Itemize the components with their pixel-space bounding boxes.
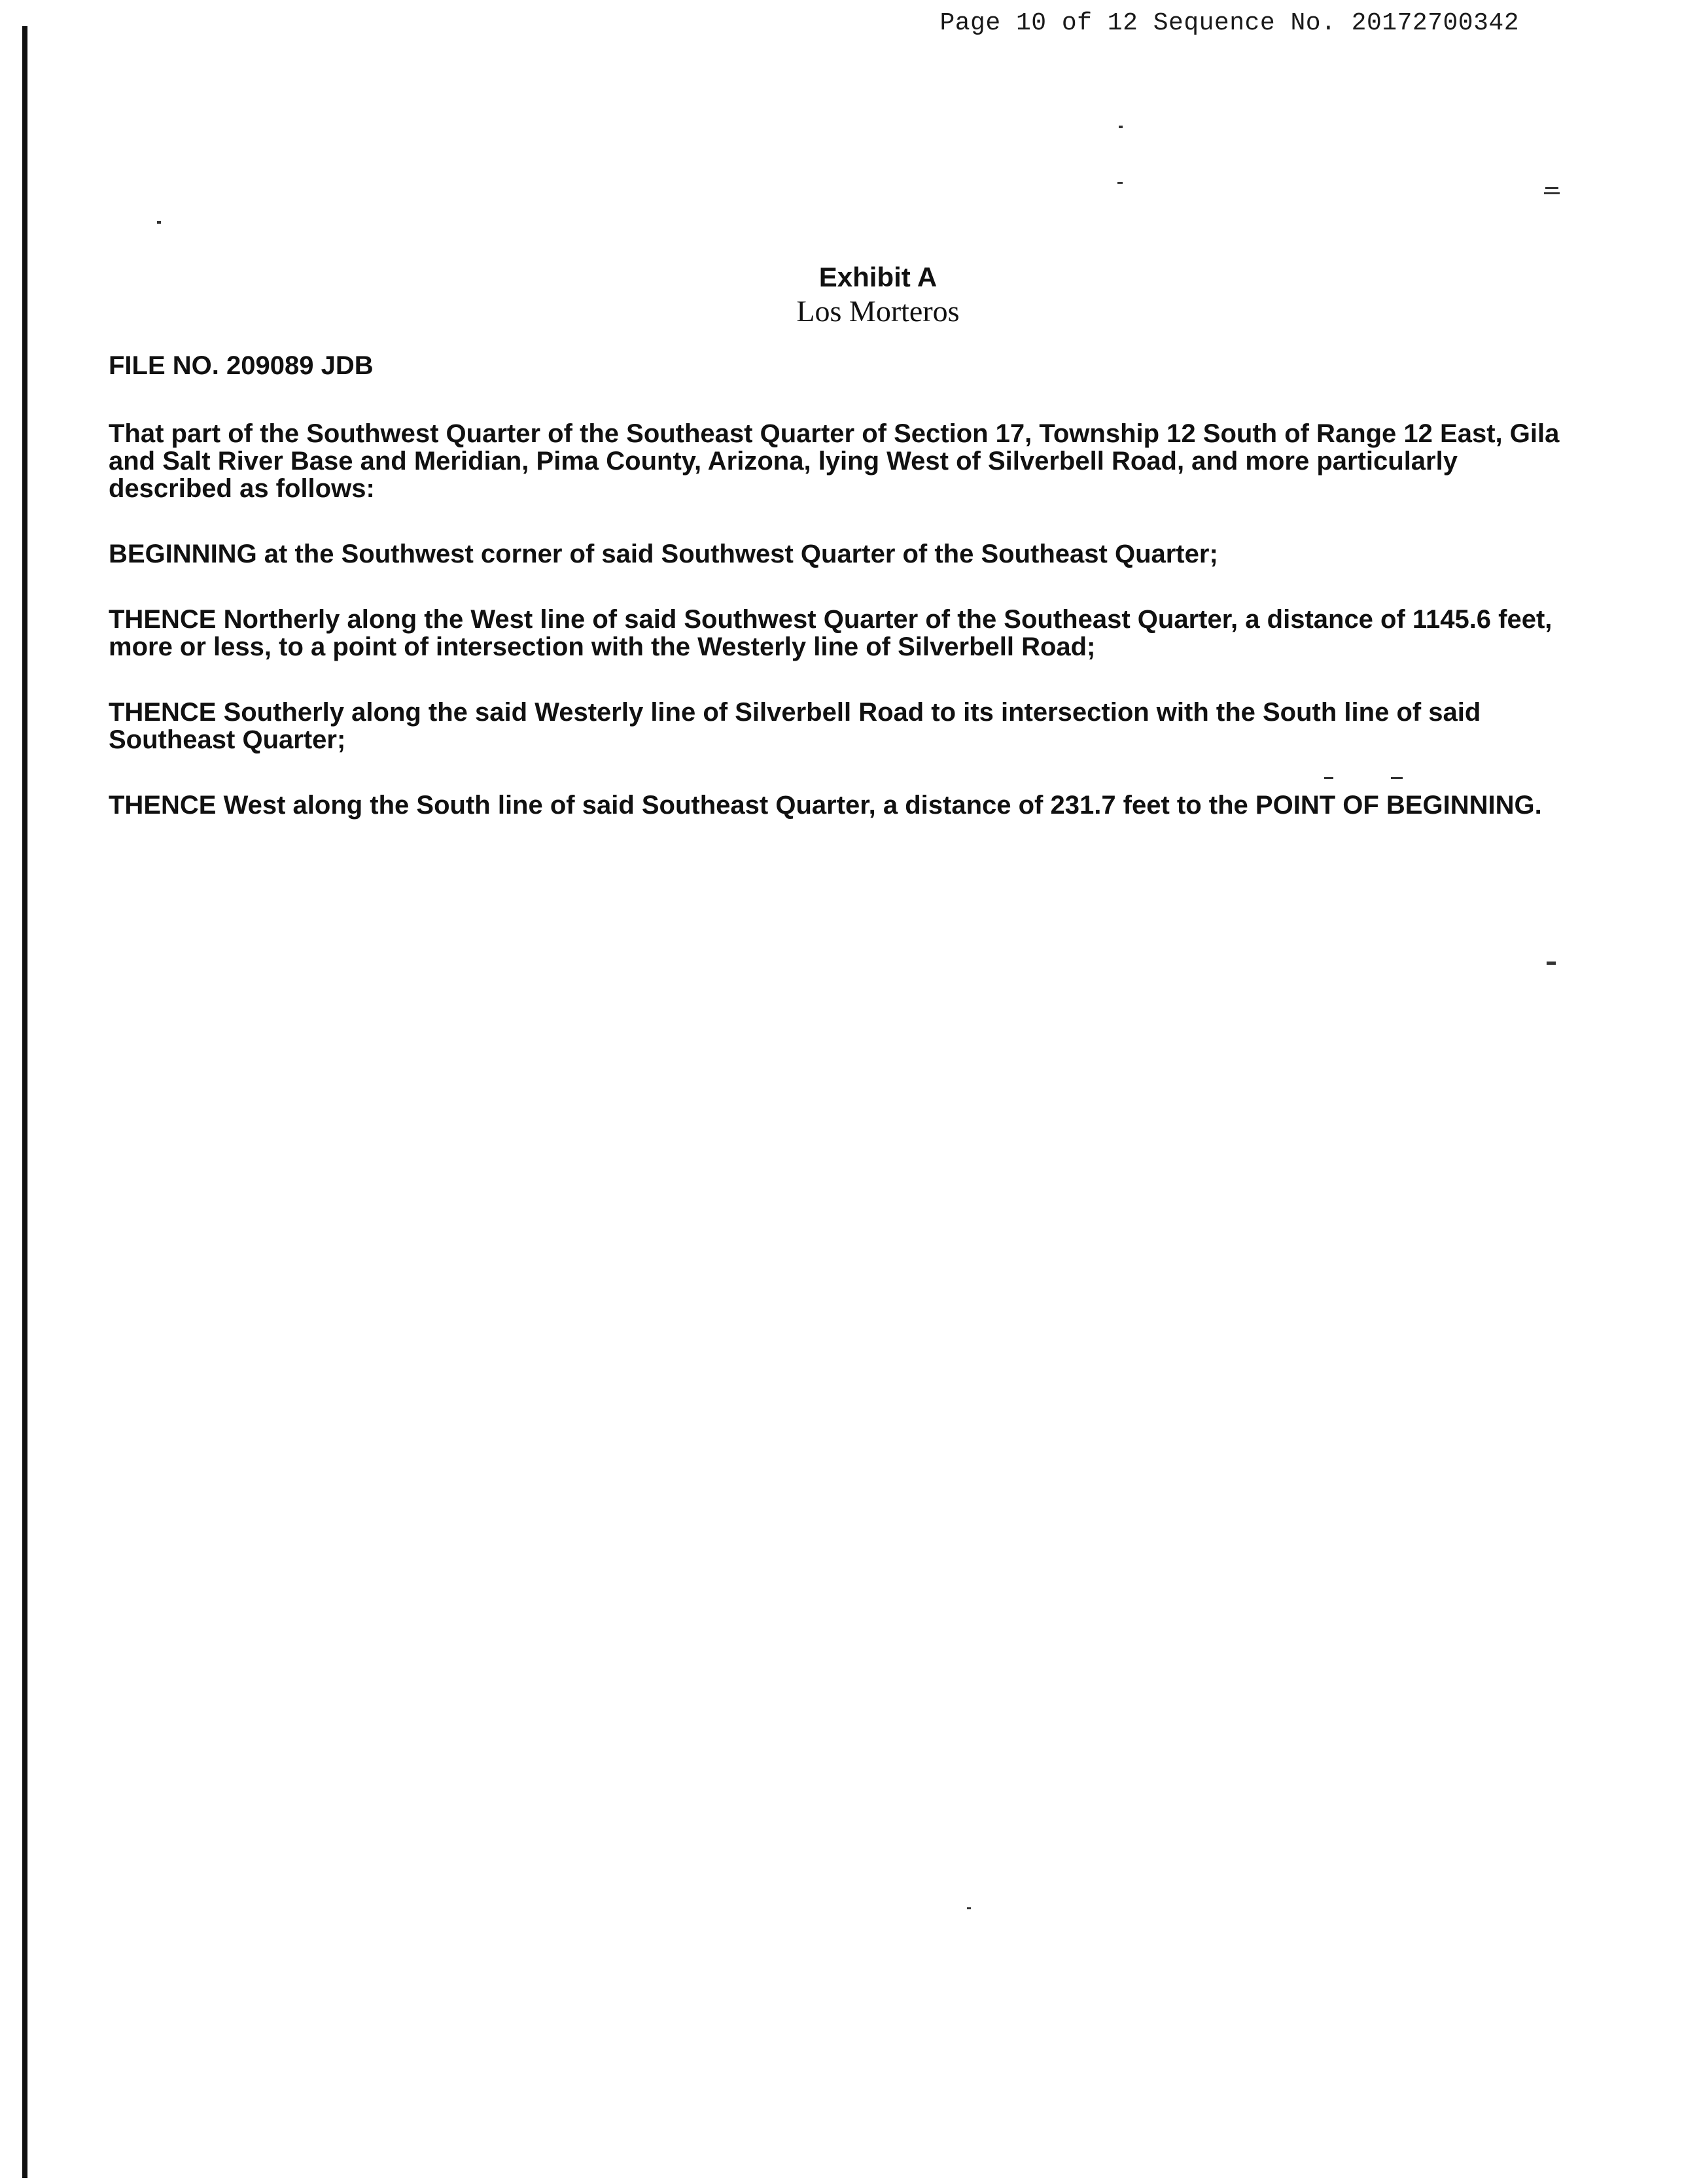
scan-speck	[1117, 182, 1123, 184]
paragraph-description: That part of the Southwest Quarter of the Southeast Quarter of Section 17, Township 12 South of Range 12 East, Gila and Salt River Base and Meridian, Pima County, Arizona, lying West of Silverbell Road, and more particularly described as follows:	[109, 419, 1560, 503]
exhibit-heading	[0, 260, 1684, 328]
exhibit-title: Exhibit A	[818, 262, 938, 292]
paragraph-beginning: BEGINNING at the Southwest corner of said Southwest Quarter of the Southeast Quarter;	[109, 540, 1218, 568]
scan-speck	[1547, 962, 1556, 965]
file-number: FILE NO. 209089 JDB	[109, 351, 374, 380]
scan-speck	[1544, 192, 1560, 194]
page-sequence-header: Page 10 of 12 Sequence No. 20172700342	[939, 9, 1519, 37]
scan-speck	[157, 221, 161, 224]
scan-speck	[1545, 187, 1558, 189]
scan-margin-bar	[22, 26, 27, 2178]
scan-speck	[1119, 126, 1123, 128]
paragraph-thence-northerly: THENCE Northerly along the West line of said Southwest Quarter of the Southeast Quarter, a distance of 1145.6 feet, more or less, to a point of intersection with the Westerly line of Silverbell Road;	[109, 605, 1552, 661]
exhibit-subtitle: Los Morteros	[796, 294, 960, 328]
paragraph-thence-southerly: THENCE Southerly along the said Westerly line of Silverbell Road to its intersection with the South line of said Southeast Quarter;	[109, 698, 1481, 754]
scan-speck	[967, 1907, 971, 1909]
legal-description	[109, 352, 1574, 857]
paragraph-thence-west: THENCE West along the South line of said Southeast Quarter, a distance of 231.7 feet to the POINT OF BEGINNING.	[109, 791, 1542, 820]
